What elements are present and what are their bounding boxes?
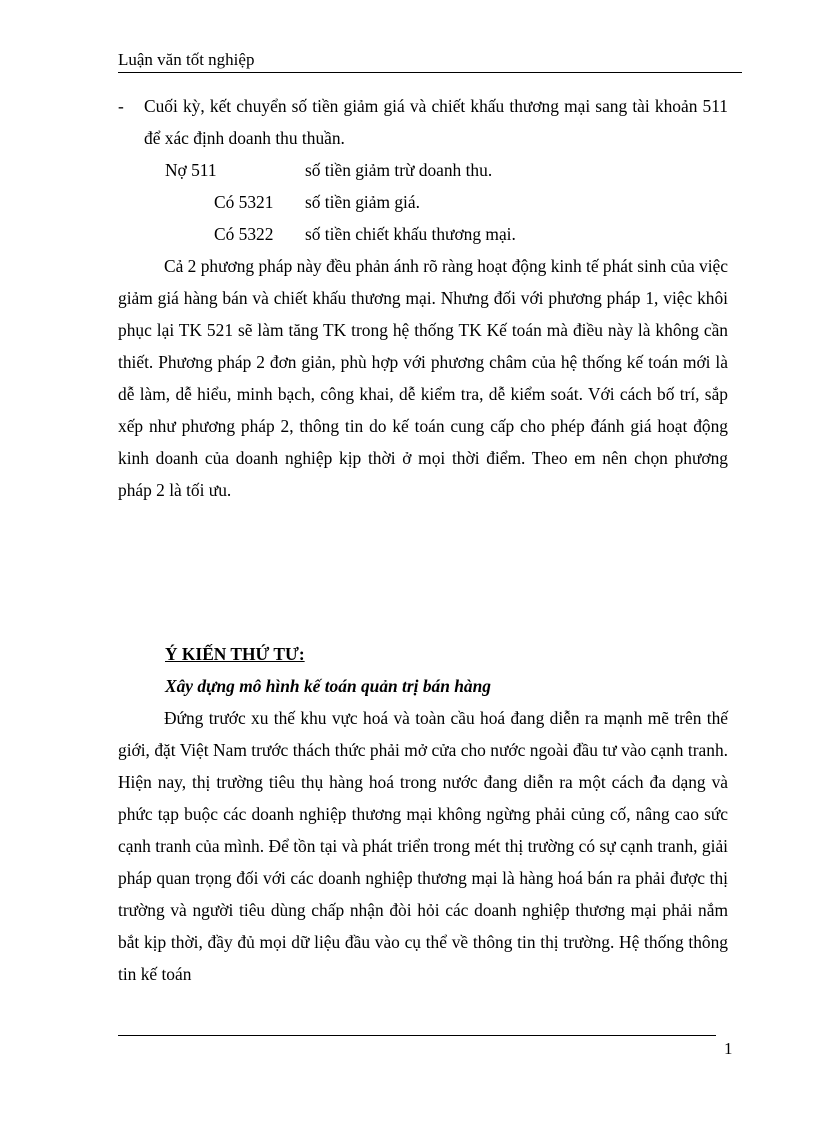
page-header (118, 50, 742, 73)
section-heading: Ý KIẾN THỨ TƯ: (165, 644, 305, 664)
footer-divider (118, 1035, 716, 1036)
header-title: Luận văn tốt nghiệp (118, 50, 255, 69)
section-subheading: Xây dựng mô hình kế toán quản trị bán hàng (165, 676, 491, 696)
journal-entry-credit (118, 218, 728, 250)
blank-space (118, 506, 728, 638)
document-body (118, 90, 728, 990)
entry-description: số tiền giảm trừ doanh thu. (305, 160, 493, 180)
entry-account: Có 5322 (214, 224, 274, 244)
entry-description: số tiền chiết khấu thương mại. (305, 224, 516, 244)
entry-description: số tiền giảm giá. (305, 192, 420, 212)
bullet-marker: - (118, 96, 124, 116)
entry-account: Có 5321 (214, 192, 274, 212)
bullet-item (118, 90, 728, 154)
bullet-text: Cuối kỳ, kết chuyển số tiền giảm giá và chiết khấu thương mại sang tài khoản 511 để xác định doanh thu thuần. (144, 96, 728, 148)
page-number: 1 (724, 1039, 733, 1058)
journal-entry-debit (118, 154, 728, 186)
paragraph-methods-comparison: Cả 2 phương pháp này đều phản ánh rõ ràng hoạt động kinh tế phát sinh của việc giảm giá hàng bán và chiết khấu thương mại. Nhưng đối với phương pháp 1, việc khôi phục lại TK 521 sẽ làm tăng TK trong hệ thống TK Kế toán mà điều này là không cần thiết. Phương pháp 2 đơn giản, phù hợp với phương châm của hệ thống kế toán mới là dễ làm, dễ hiểu, minh bạch, công khai, dễ kiểm tra, dễ kiểm soát. Với cách bố trí, sắp xếp như phương pháp 2, thông tin do kế toán cung cấp cho phép đánh giá hoạt động kinh doanh của doanh nghiệp kịp thời ở mọi thời điểm. Theo em nên chọn phương pháp 2 là tối ưu. (118, 256, 728, 500)
paragraph-market-context: Đứng trước xu thế khu vực hoá và toàn cầu hoá đang diễn ra mạnh mẽ trên thế giới, đặt Việt Nam trước thách thức phải mở cửa cho nước ngoài đầu tư vào cạnh tranh. Hiện nay, thị trường tiêu thụ hàng hoá trong nước đang diễn ra một cách đa dạng và phức tạp buộc các doanh nghiệp thương mại không ngừng phải củng cố, nâng cao sức cạnh tranh của mình. Để tồn tại và phát triển trong mét thị trường có sự cạnh tranh, giải pháp quan trọng đối với các doanh nghiệp thương mại là hàng hoá bán ra phải được thị trường và người tiêu dùng chấp nhận đòi hỏi các doanh nghiệp thương mại phải nắm bắt kịp thời, đầy đủ mọi dữ liệu đầu vào cụ thể về thông tin thị trường. Hệ thống thông tin kế toán (118, 708, 728, 984)
journal-entry-credit (118, 186, 728, 218)
entry-account: Nợ 511 (165, 160, 217, 180)
